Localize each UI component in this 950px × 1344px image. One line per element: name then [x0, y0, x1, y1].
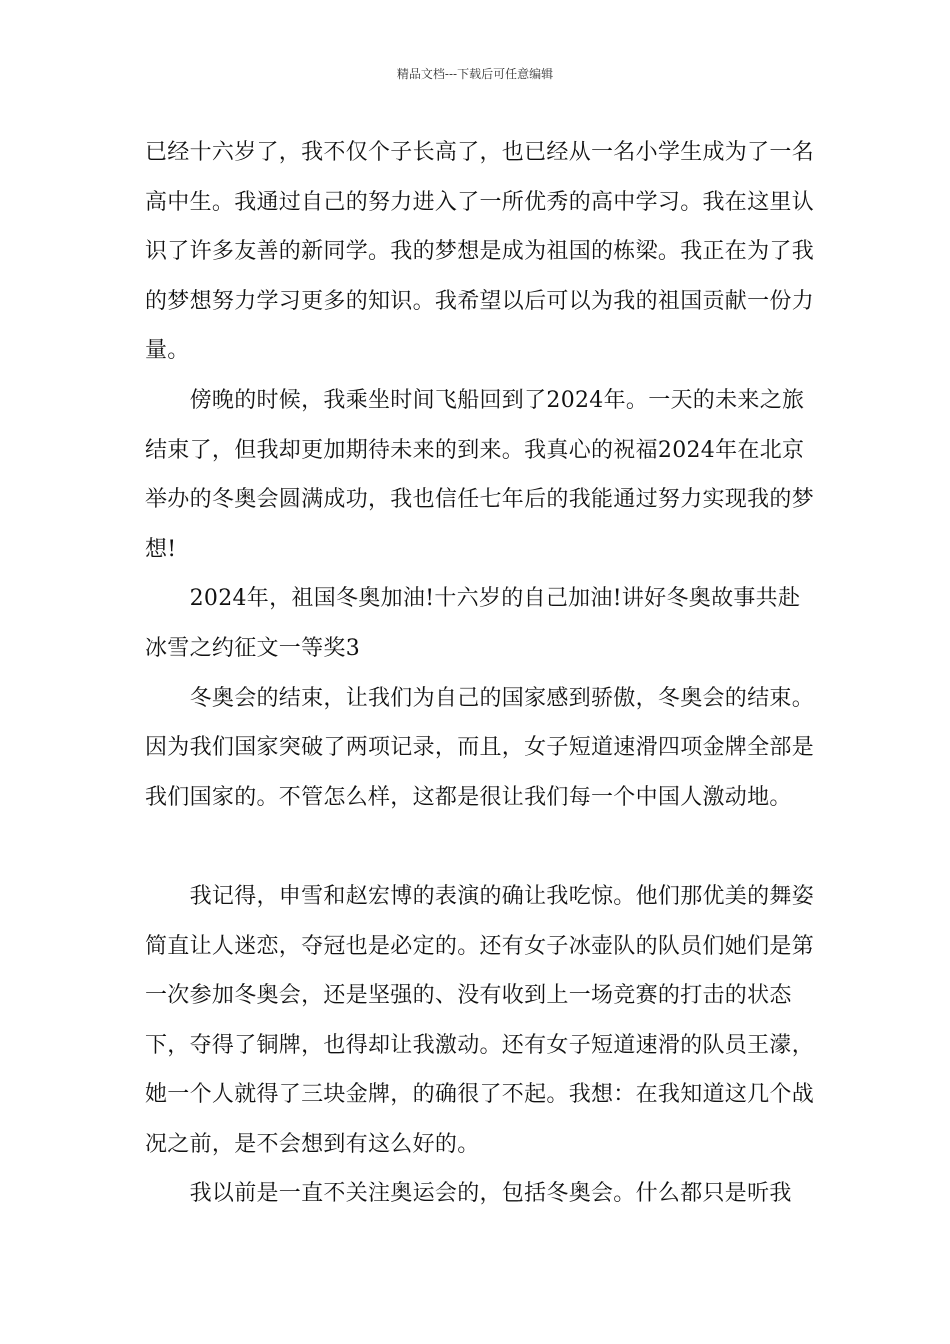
paragraph-2: 傍晚的时候，我乘坐时间飞船回到了2024年。一天的未来之旅结束了，但我却更加期待未来的到来。我真心的祝福2024年在北京举办的冬奥会圆满成功，我也信任七年后的我能通过努力实现我的梦想! [145, 387, 815, 562]
page-header: 精品文档---下载后可任意编辑 [396, 67, 554, 81]
document-body [145, 128, 817, 1219]
paragraph-5: 我记得，申雪和赵宏博的表演的确让我吃惊。他们那优美的舞姿简直让人迷恋，夺冠也是必定的。还有女子冰壶队的队员们她们是第一次参加冬奥会，还是坚强的、没有收到上一场竞赛的打击的状态下，夺得了铜牌，也得却让我激动。还有女子短道速滑的队员王濛，她一个人就得了三块金牌，的确很了不起。我想：在我知道这几个战况之前，是不会想到有这么好的。 [145, 883, 815, 1157]
paragraph-1: 已经十六岁了，我不仅个子长高了，也已经从一名小学生成为了一名高中生。我通过自己的努力进入了一所优秀的高中学习。我在这里认识了许多友善的新同学。我的梦想是成为祖国的栋梁。我正在为了我的梦想努力学习更多的知识。我希望以后可以为我的祖国贡献一份力量。 [145, 140, 815, 364]
paragraph-4: 冬奥会的结束，让我们为自己的国家感到骄傲，冬奥会的结束。因为我们国家突破了两项记录，而且，女子短道速滑四项金牌全部是我们国家的。不管怎么样，这都是很让我们每一个中国人激动地。 [145, 685, 815, 810]
paragraph-3: 2024年，祖国冬奥加油!十六岁的自己加油!讲好冬奥故事共赴冰雪之约征文一等奖3 [145, 586, 801, 661]
paragraph-6: 我以前是一直不关注奥运会的，包括冬奥会。什么都只是听我 [145, 1181, 792, 1207]
paragraph-spacer [145, 822, 817, 872]
